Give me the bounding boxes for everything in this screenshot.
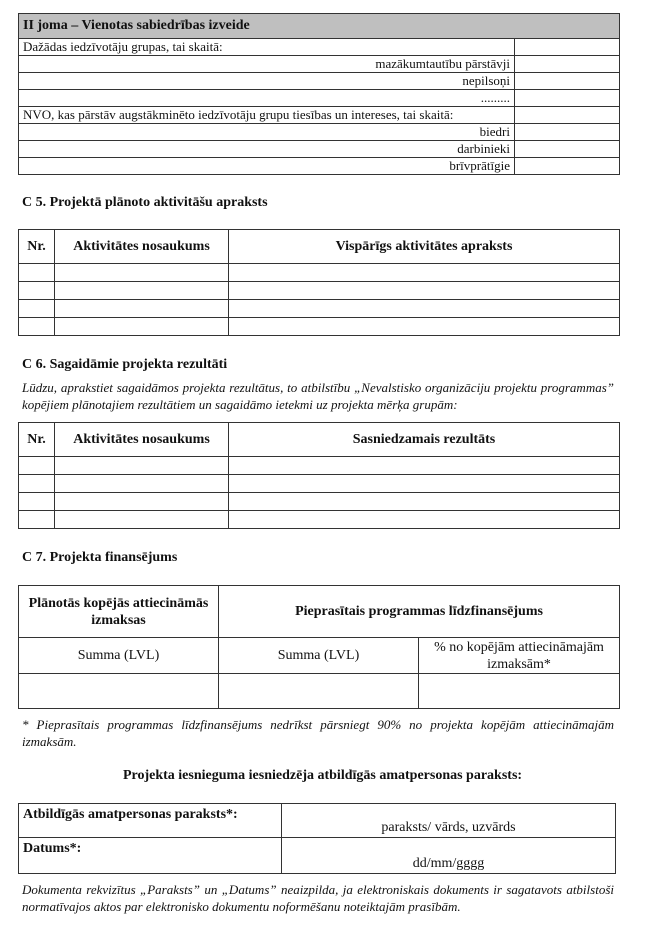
signature-heading: Projekta iesnieguma iesniedzēja atbildīgās amatpersonas paraksts: [122, 768, 523, 783]
c6-col-nr: Nr. [19, 423, 55, 457]
signature-field[interactable] [282, 804, 616, 838]
table-cell[interactable] [229, 264, 620, 282]
c5-title: C 5. Projektā plānoto aktivitāšu apraksts [22, 195, 268, 210]
section-ii-table [18, 13, 620, 175]
table-cell[interactable] [55, 300, 229, 318]
signature-note: Dokumenta rekvizītus „Paraksts” un „Datums” neaizpilda, ja elektroniskais dokuments ir sagatavots atbilstoši normatīvajos aktos par elektronisko dokumentu noformēšanu noteiktajām prasībām. [22, 882, 614, 914]
c6-note: Lūdzu, aprakstiet sagaidāmos projekta rezultātus, to atbilstību „Nevalstisko organizāciju projektu programmas” kopējiem plānotajiem rezultātiem un sagaidāmo ietekmi uz projekta mērķa grupām: [22, 380, 614, 412]
table-cell[interactable] [55, 457, 229, 475]
table-row [19, 511, 620, 529]
section-ii-header: II joma – Vienotas sabiedrības izveide [19, 14, 620, 39]
table-cell[interactable] [55, 493, 229, 511]
c5-table [18, 229, 620, 336]
table-cell[interactable] [229, 282, 620, 300]
table-cell[interactable] [19, 493, 55, 511]
table-row [19, 264, 620, 282]
table-cell[interactable] [229, 511, 620, 529]
group-value-cell[interactable] [515, 141, 620, 158]
group-value-cell[interactable] [515, 124, 620, 141]
date-field[interactable] [282, 838, 616, 874]
group-value-cell[interactable] [515, 39, 620, 56]
c7-sub-sum-requested: Summa (LVL) [219, 638, 419, 674]
date-label: Datums*: [19, 838, 282, 874]
table-cell[interactable] [229, 300, 620, 318]
table-cell[interactable] [19, 475, 55, 493]
group-label: nepilsoņi [19, 73, 515, 90]
table-row [19, 141, 620, 158]
c7-footnote: * Pieprasītais programmas līdzfinansējums nedrīkst pārsniegt 90% no projekta kopējām attiecināmajām izmaksām. [22, 717, 614, 749]
table-row [19, 282, 620, 300]
table-row [19, 56, 620, 73]
table-cell[interactable] [55, 475, 229, 493]
table-cell[interactable] [19, 264, 55, 282]
table-cell[interactable] [19, 282, 55, 300]
table-cell[interactable] [19, 511, 55, 529]
group-label: darbinieki [19, 141, 515, 158]
group-value-cell[interactable] [515, 107, 620, 124]
c6-col-name: Aktivitātes nosaukums [55, 423, 229, 457]
table-row [19, 124, 620, 141]
group-label: ......... [19, 90, 515, 107]
group-label: NVO, kas pārstāv augstākminēto iedzīvotāju grupu tiesības un intereses, tai skaitā: [19, 107, 515, 124]
c5-col-name: Aktivitātes nosaukums [55, 230, 229, 264]
group-value-cell[interactable] [515, 73, 620, 90]
table-row [19, 107, 620, 124]
table-cell[interactable] [19, 457, 55, 475]
table-cell[interactable] [229, 318, 620, 336]
group-value-cell[interactable] [515, 90, 620, 107]
table-row [19, 73, 620, 90]
table-cell[interactable] [55, 282, 229, 300]
table-cell[interactable] [229, 457, 620, 475]
table-row [19, 457, 620, 475]
table-row [19, 158, 620, 175]
table-cell[interactable] [229, 475, 620, 493]
c7-header-requested: Pieprasītais programmas līdzfinansējums [219, 586, 620, 638]
table-cell[interactable] [55, 511, 229, 529]
table-cell[interactable] [19, 300, 55, 318]
group-label: mazākumtautību pārstāvji [19, 56, 515, 73]
c7-table [18, 585, 620, 709]
table-row [19, 39, 620, 56]
c7-value-requested[interactable] [219, 674, 419, 709]
c7-sub-sum-planned: Summa (LVL) [19, 638, 219, 674]
table-row [19, 300, 620, 318]
c7-title: C 7. Projekta finansējums [22, 550, 178, 565]
c6-col-result: Sasniedzamais rezultāts [229, 423, 620, 457]
table-row [19, 90, 620, 107]
group-value-cell[interactable] [515, 56, 620, 73]
c6-table [18, 422, 620, 529]
table-cell[interactable] [55, 264, 229, 282]
table-cell[interactable] [55, 318, 229, 336]
c7-header-planned: Plānotās kopējās attiecināmās izmaksas [19, 586, 219, 638]
c7-value-planned[interactable] [19, 674, 219, 709]
group-label: biedri [19, 124, 515, 141]
table-row [19, 475, 620, 493]
group-value-cell[interactable] [515, 158, 620, 175]
signature-table [18, 803, 616, 874]
table-row [19, 493, 620, 511]
group-label: Dažādas iedzīvotāju grupas, tai skaitā: [19, 39, 515, 56]
group-label: brīvprātīgie [19, 158, 515, 175]
c5-col-description: Vispārīgs aktivitātes apraksts [229, 230, 620, 264]
signature-label: Atbildīgās amatpersonas paraksts*: [19, 804, 282, 838]
c6-title: C 6. Sagaidāmie projekta rezultāti [22, 357, 228, 372]
table-row [19, 318, 620, 336]
date-placeholder: dd/mm/gggg [412, 856, 485, 871]
signature-placeholder: paraksts/ vārds, uzvārds [381, 820, 516, 835]
c7-sub-percent: % no kopējām attiecināmajām izmaksām* [419, 638, 620, 674]
table-cell[interactable] [229, 493, 620, 511]
table-cell[interactable] [19, 318, 55, 336]
c5-col-nr: Nr. [19, 230, 55, 264]
c7-value-percent[interactable] [419, 674, 620, 709]
